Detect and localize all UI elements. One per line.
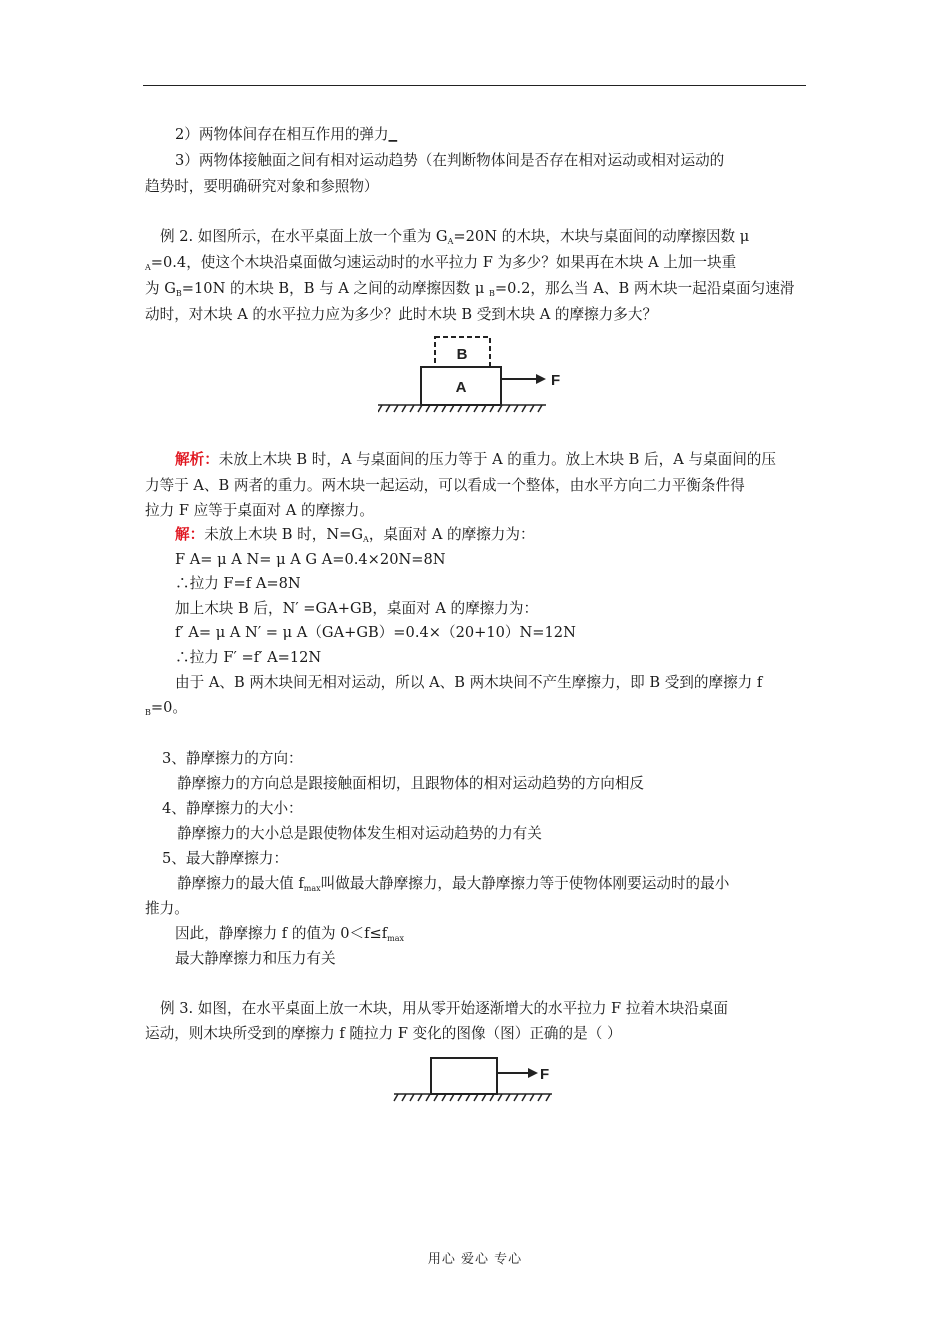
analysis-line-1: 解析：未放上木块 B 时，A 与桌面间的压力等于 A 的重力。放上木块 B 后，A 与桌面间的压 — [175, 451, 776, 468]
figure-single-block — [392, 1056, 562, 1106]
force-label-2: F — [540, 1066, 550, 1083]
example-3-line-1: 例 3. 如图，在水平桌面上放一木块，用从零开始逐渐增大的水平拉力 F 拉着木块沿桌面 — [160, 1000, 728, 1017]
ground — [378, 405, 546, 412]
condition-3-cont: 趋势时，要明确研究对象和参照物） — [145, 178, 379, 195]
solution-line-1: 解：未放上木块 B 时，$N=G_A$，桌面对 A 的摩擦力为： — [175, 526, 535, 544]
conclusion-line-2: $_B$=0。 — [145, 699, 187, 717]
section-4-body: 静摩擦力的大小总是跟使物体发生相对运动趋势的力有关 — [177, 825, 542, 842]
section-5-title: 5、最大静摩擦力： — [162, 850, 289, 867]
section-5-range: 因此，静摩擦力 f 的值为 $0<f\le f_{max}$ — [175, 925, 405, 943]
equation-2: ∴拉力 F=f A=8N — [175, 575, 301, 592]
example-2-line-3: 为 $G_B=10N$ 的木块 B，B 与 A 之间的动摩擦因数 μ $_B$=0.2，那么当 A、B 两木块一起沿桌面匀速滑 — [145, 280, 795, 298]
example-2-line-4: 动时，对木块 A 的水平拉力应为多少？此时木块 B 受到木块 A 的摩擦力多大？ — [145, 306, 658, 323]
analysis-line-3: 拉力 F 应等于桌面对 A 的摩擦力。 — [145, 502, 374, 519]
block-b-label: B — [456, 346, 468, 363]
example-2-line-1: 例 2. 如图所示，在水平桌面上放一个重为 $G_A=20N$ 的木块，木块与桌面间的动摩擦因数 μ — [160, 228, 750, 246]
section-3-title: 3、静摩擦力的方向： — [162, 750, 303, 767]
example-2-line-2: $_A$=0.4，使这个木块沿桌面做匀速运动时的水平拉力 F 为多少？如果再在木块 A 上加一块重 — [145, 254, 737, 272]
force-arrow-2 — [497, 1066, 549, 1083]
ground-2 — [394, 1094, 552, 1101]
figure-blocks-ab — [378, 336, 568, 418]
equation-5: ∴拉力 F′ =f′ A=12N — [175, 649, 322, 666]
page-footer: 用心 爱心 专心 — [427, 1252, 523, 1267]
example-3-line-2: 运动，则木块所受到的摩擦力 f 随拉力 F 变化的图像（图）正确的是（ ） — [145, 1025, 622, 1042]
section-3-body: 静摩擦力的方向总是跟接触面相切，且跟物体的相对运动趋势的方向相反 — [177, 775, 645, 792]
equation-3: 加上木块 B 后，N′ =GA+GB，桌面对 A 的摩擦力为： — [175, 600, 539, 617]
block-a — [421, 367, 501, 405]
equation-4: f′ A= μ A N′ = μ A（GA+GB）=0.4×（20+10）N=12N — [175, 624, 576, 641]
condition-3: 3）两物体接触面之间有相对运动趋势（在判断物体间是否存在相对运动或相对运动的 — [175, 152, 725, 169]
conclusion-line-1: 由于 A、B 两木块间无相对运动，所以 A、B 两木块间不产生摩擦力，即 B 受到的摩擦力 f — [175, 674, 763, 691]
header-rule — [143, 85, 806, 86]
section-5-note: 最大静摩擦力和压力有关 — [175, 950, 336, 967]
block-a-label: A — [455, 379, 467, 396]
condition-2: 2）两物体间存在相互作用的弹力▁ — [175, 126, 398, 143]
force-arrow — [501, 372, 560, 389]
block-b — [435, 337, 490, 367]
section-4-title: 4、静摩擦力的大小： — [162, 800, 303, 817]
block — [431, 1058, 497, 1094]
section-5-body-cont: 推力。 — [145, 900, 189, 917]
force-label: F — [551, 372, 561, 389]
analysis-line-2: 力等于 A、B 两者的重力。两木块一起运动，可以看成一个整体，由水平方向二力平衡条件得 — [145, 477, 745, 494]
equation-1: F A= μ A N= μ A G A=0.4×20N=8N — [175, 551, 446, 568]
section-5-body: 静摩擦力的最大值 $f_{max}$叫做最大静摩擦力，最大静摩擦力等于使物体刚要运动时的最小 — [177, 875, 730, 893]
